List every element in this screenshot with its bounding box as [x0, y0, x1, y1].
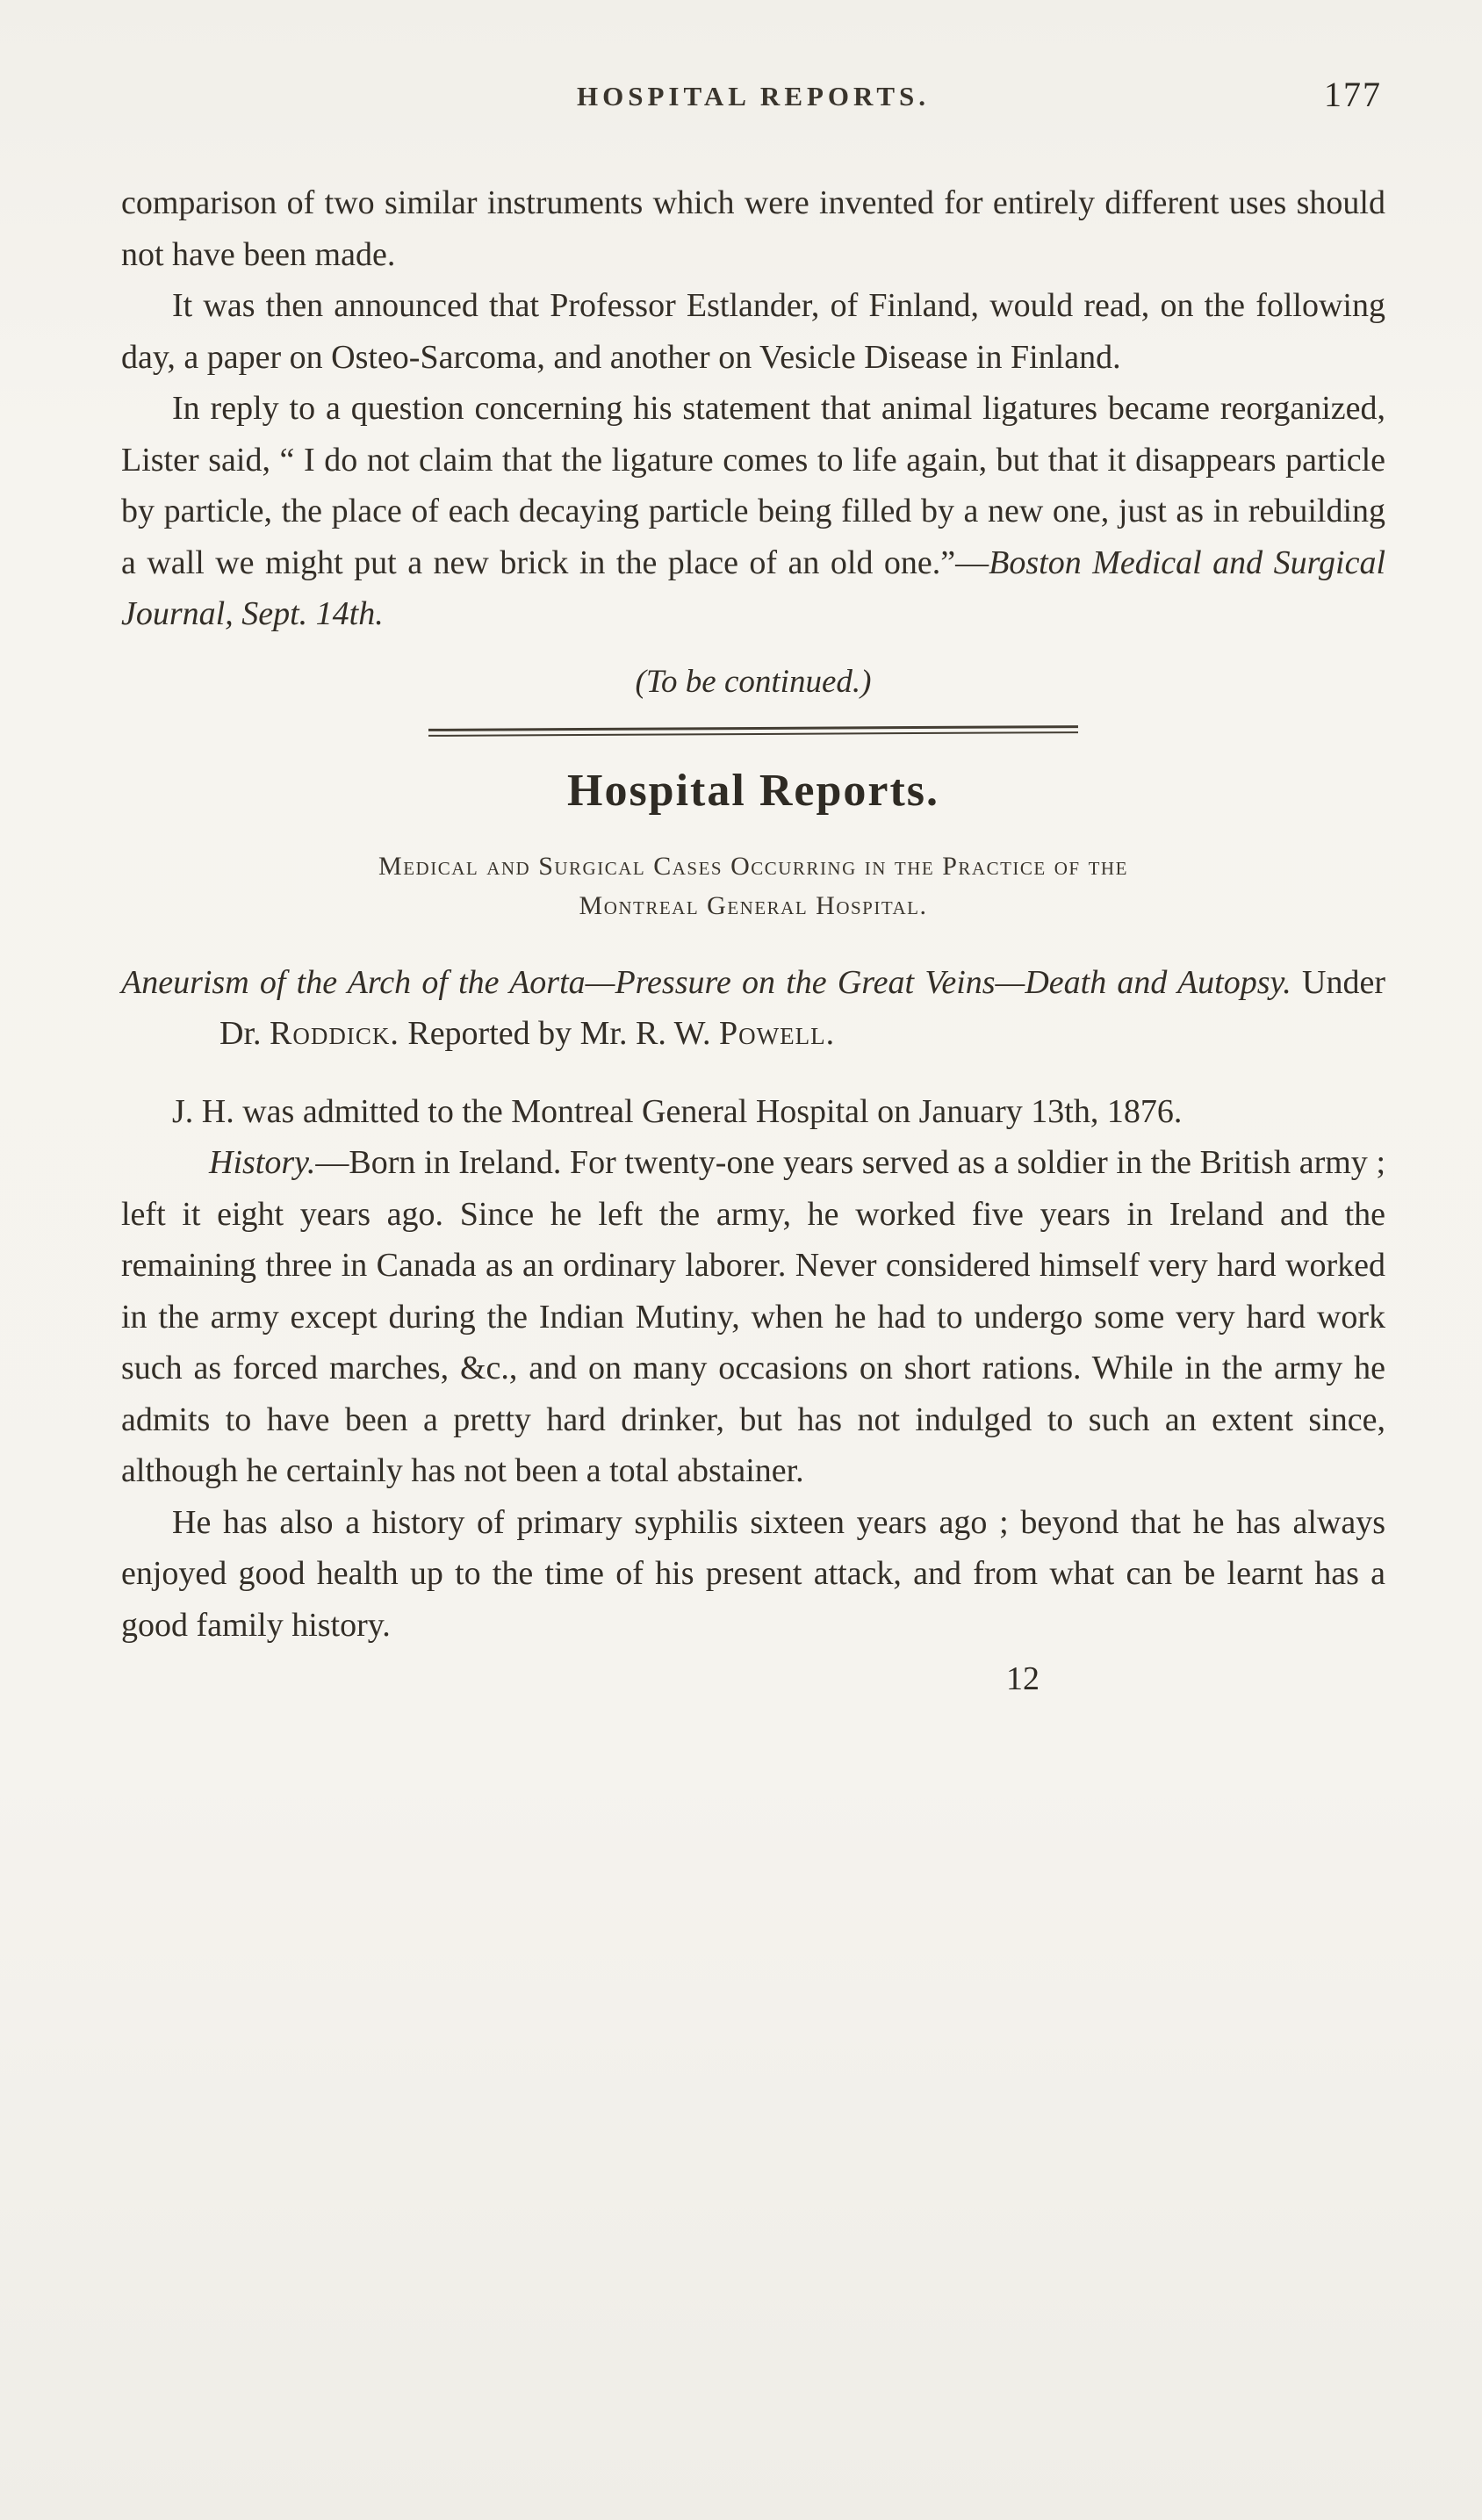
journal-citation: Boston Medical and Surgical Journal, Sept. 14th. [121, 544, 1386, 633]
paragraph-continuation: comparison of two similar instruments which were invented for entirely different uses should not have been made. [121, 184, 1385, 273]
subtitle-line-1: Medical and Surgical Cases Occurring in the Practice of the [378, 851, 1128, 881]
to-be-continued-note: (To be continued.) [635, 663, 872, 700]
running-header [121, 75, 1385, 126]
page-body [121, 177, 1385, 1698]
case-doctor-name: Roddick. [270, 1015, 399, 1053]
subtitle-line-2: Montreal General Hospital. [579, 890, 928, 920]
section-divider-rule [428, 725, 1078, 737]
paragraph-history [121, 1137, 1385, 1497]
page-number: 177 [1324, 75, 1382, 114]
paragraph-syphilis-history: He has also a history of primary syphilis sixteen years ago ; beyond that he has always enjoyed good health up to the time of his present attack, and from what can be learnt has a good family history. [121, 1503, 1385, 1644]
section-subtitle [121, 846, 1385, 925]
running-header-title: HOSPITAL REPORTS. [576, 81, 931, 112]
section-title: Hospital Reports. [567, 765, 939, 816]
case-reporter-name: Powell. [719, 1015, 836, 1053]
case-under-text: Under Dr. [219, 963, 1385, 1053]
case-title [121, 957, 1385, 1060]
history-lead-italic: History. [209, 1144, 316, 1182]
paragraph-text: In reply to a question concerning his statement that animal ligatures became reorganized, Lister said, “ I do not claim that the ligature comes to life again, but that it disappears particle by particle, the place of each decaying particle being filled by a new one, just as in rebuilding a wall we might put a new brick in the place of an old one.”— [121, 390, 1385, 581]
case-reported-text: Reported by Mr. R. W. [407, 1015, 711, 1053]
history-body-text: —Born in Ireland. For twenty-one years served as a soldier in the British army ; left it eight years ago. Since he left the army, he worked five years in Ireland and the remaining three in Canada as an ordinary laborer. Never considered himself very hard worked in the army except during the Indian Mutiny, when he had to undergo some very hard work such as forced marches, &c., and on many occasions on short rations. While in the army he admits to have been a pretty hard drinker, but has not indulged to such an extent since, although he certainly has not been a total abstainer. [121, 1144, 1385, 1490]
paragraph-lister-quote [121, 383, 1385, 640]
paragraph-announcement: It was then announced that Professor Estlander, of Finland, would read, on the following day, a paper on Osteo-Sarcoma, and another on Vesicle Disease in Finland. [121, 287, 1385, 376]
case-title-italic: Aneurism of the Arch of the Aorta—Pressure on the Great Veins—Death and Autopsy. [121, 963, 1291, 1001]
printer-signature-number: 12 [1006, 1660, 1040, 1698]
paragraph-admission: J. H. was admitted to the Montreal General Hospital on January 13th, 1876. [172, 1092, 1183, 1130]
